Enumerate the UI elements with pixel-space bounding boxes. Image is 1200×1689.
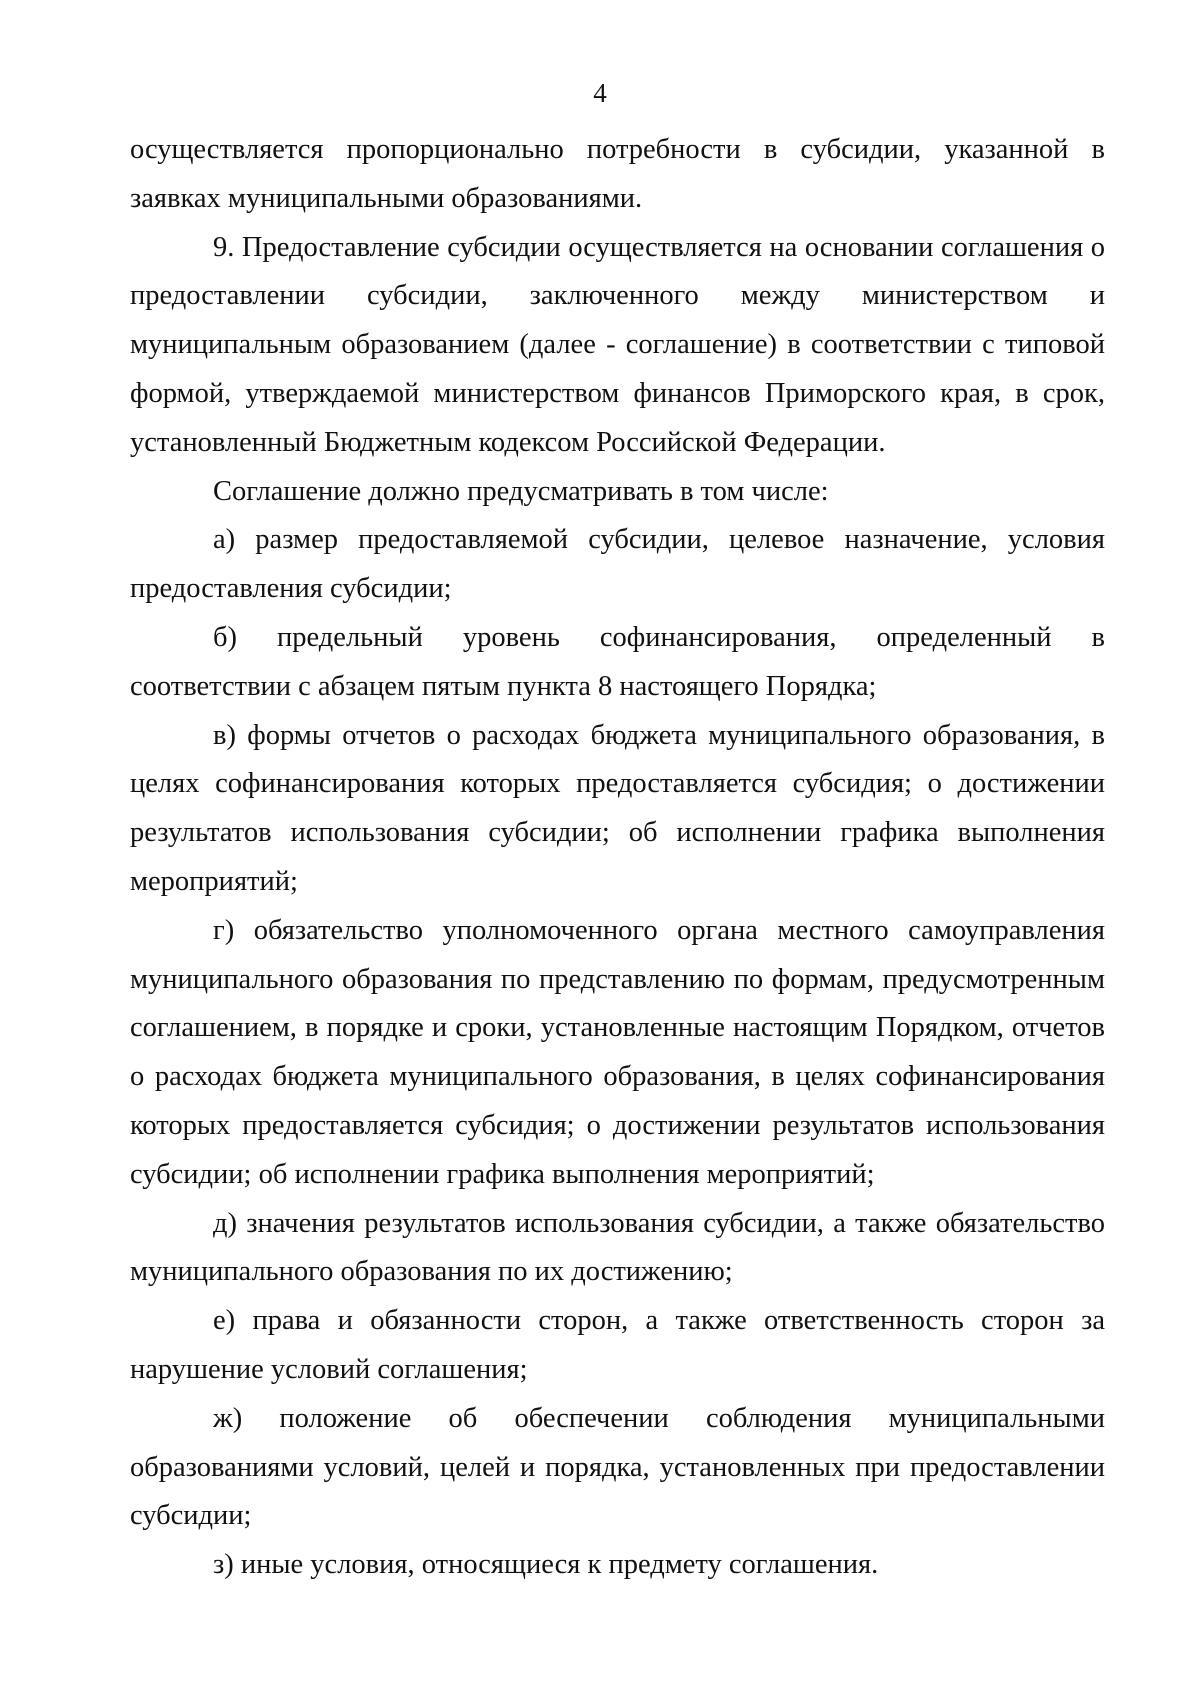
paragraph-subitem-a: а) размер предоставляемой субсидии, целевое назначение, условия предоставления субсидии;: [130, 524, 1105, 605]
paragraph-subitem-e: е) права и обязанности сторон, а также ответственность сторон за нарушение условий соглашения;: [130, 1305, 1105, 1385]
paragraph-agreement-intro: Соглашение должно предусматривать в том числе:: [213, 475, 829, 507]
paragraph-subitem-zh: ж) положение об обеспечении соблюдения муниципальными образованиями условий, целей и порядка, установленных при предоставлении субсидии;: [130, 1402, 1105, 1532]
paragraph-continuation: осуществляется пропорционально потребности в субсидии, указанной в заявках муниципальными образованиями.: [130, 134, 1105, 214]
paragraph-subitem-v: в) формы отчетов о расходах бюджета муниципального образования, в целях софинансирования которых предоставляется субсидия; о достижении результатов использования субсидии; об исполнении графика выполнения мероприятий;: [130, 719, 1105, 897]
document-body: [130, 126, 1105, 1590]
paragraph-subitem-z: з) иные условия, относящиеся к предмету соглашения.: [213, 1549, 879, 1581]
paragraph-subitem-d: д) значения результатов использования субсидии, а также обязательство муниципального образования по их достижению;: [130, 1207, 1105, 1288]
paragraph-item-9: 9. Предоставление субсидии осуществляется на основании соглашения о предоставлении субсидии, заключенного между министерством и муниципальным образованием (далее - соглашение) в соответствии с типовой формой, утверждаемой министерством финансов Приморского края, в срок, установленный Бюджетным кодексом Российской Федерации.: [130, 231, 1105, 458]
page-number: 4: [593, 78, 607, 108]
paragraph-subitem-g: г) обязательство уполномоченного органа местного самоуправления муниципального образования по представлению по формам, предусмотренным соглашением, в порядке и сроки, установленные настоящим Порядком, отчетов о расходах бюджета муниципального образования, в целях софинансирования которых предоставляется субсидия; о достижении результатов использования субсидии; об исполнении графика выполнения мероприятий;: [130, 914, 1105, 1190]
paragraph-subitem-b: б) предельный уровень софинансирования, определенный в соответствии с абзацем пятым пункта 8 настоящего Порядка;: [130, 621, 1105, 702]
